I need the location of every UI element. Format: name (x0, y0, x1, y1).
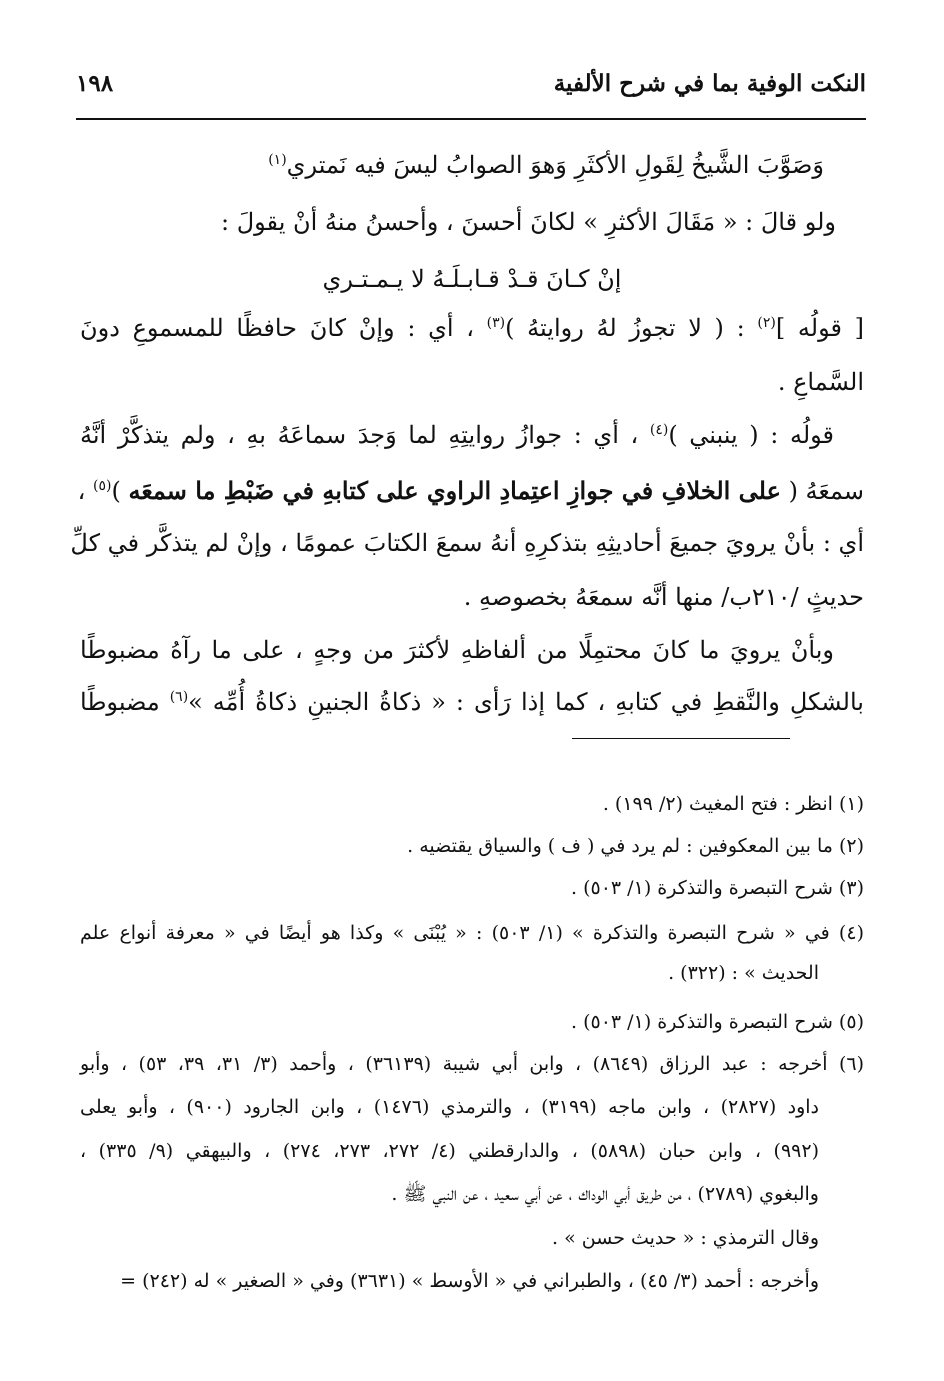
l6-part-a: قولُه : ( ينبني ) (668, 421, 834, 449)
verse-line-1 (268, 145, 824, 185)
footnote-ref-4: (٤) (649, 422, 669, 438)
book-title: النكت الوفية بما في شرح الألفية (553, 70, 866, 97)
footnote-ref-1: (١) (268, 152, 287, 168)
verse-line-2: إنْ كـانَ قـدْ قـابـلَـهُ لا يـمـتـري (322, 265, 622, 293)
footnote-6-line-2: داود (٢٨٢٧) ، وابن ماجه (٣١٩٩) ، والترمذي (١٤٧٦) ، وابن الجارود (٩٠٠) ، وأبو يعلى (80, 1096, 819, 1118)
l7-part-a: سمعَهُ ( (780, 477, 864, 505)
text-line-10: وبأنْ يرويَ ما كانَ محتمِلًا من ألفاظهِ لأكثرَ من وجهٍ ، على ما رآهُ مضبوطًا (80, 636, 834, 664)
footnote-ref-5: (٥) (93, 478, 112, 494)
footnote-2: (٢) ما بين المعكوفين : لم يرد في ( ف ) والسياق يقتضيه . (407, 835, 864, 857)
l11-part-b: مضبوطًا (80, 688, 170, 716)
footnote-4-line-2: الحديث » : (٣٢٢) . (668, 962, 819, 984)
l4-part-a: [ قولُه ] (775, 314, 864, 342)
bold-quote: على الخلافِ في جوازِ اعتِمادِ الراوي على كتابهِ في ضَبْطِ ما سمعَه (128, 476, 781, 505)
text-line-7 (77, 471, 864, 511)
verse-1-text: وَصَوَّبَ الشَّيخُ لِقَولِ الأكثَرِ وَهوَ الصوابُ ليسَ فيه نَمتري (286, 151, 824, 179)
page-number: ١٩٨ (76, 70, 114, 97)
footnote-6-line-1: (٦) أخرجه : عبد الرزاق (٨٦٤٩) ، وابن أبي شيبة (٣٦١٣٩) ، وأحمد (٣/ ٣١، ٣٩، ٥٣) ، وأبو (80, 1053, 865, 1075)
footnote-ref-6: (٦) (169, 689, 189, 705)
footnote-3: (٣) شرح التبصرة والتذكرة (١/ ٥٠٣) . (571, 877, 864, 899)
text-line-8: أي : بأنْ يرويَ جميعَ أحاديثِهِ بتذكرِهِ أنهُ سمعَ الكتابَ عمومًا ، وإنْ لم يتذكَّر في كلِّ (70, 529, 864, 557)
footnote-ref-2: (٢) (757, 315, 776, 331)
text-line-5: السَّماعِ . (777, 368, 864, 396)
text-line-2: ولو قالَ : « مَقَالَ الأكثرِ » لكانَ أحسنَ ، وأحسنُ منهُ أنْ يقولَ : (221, 208, 836, 236)
l4-part-b: : ( لا تجوزُ لهُ روايتهُ ) (505, 314, 758, 342)
text-line-11 (80, 682, 864, 722)
text-line-4 (80, 308, 864, 348)
footnote-6-line-5: وقال الترمذي : « حديث حسن » . (552, 1227, 819, 1249)
text-line-6 (80, 415, 834, 455)
l4-part-c: ، أي : وإنْ كانَ حافظًا للمسموعِ دونَ (80, 314, 487, 342)
running-header (76, 70, 866, 110)
header-rule (76, 118, 866, 120)
l7-part-b: ) (111, 477, 129, 505)
l7-part-c: ، (77, 477, 93, 505)
l6-part-b: ، أي : جوازُ روايتِهِ لما وَجدَ سماعَهُ بهِ ، ولم يتذكَّرْ أنَّهُ (80, 421, 650, 449)
footnote-6-line-6: وأخرجه : أحمد (٣/ ٤٥) ، والطبراني في « الأوسط » (٣٦٣١) وفي « الصغير » له (٢٤٢) = (120, 1270, 819, 1292)
footnote-4-line-1: (٤) في « شرح التبصرة والتذكرة » (١/ ٥٠٣) : « يُبْنَى » وكذا هو أيضًا في « معرفة أنواع علم (80, 922, 864, 944)
footnote-6-line-3: (٩٩٢) ، وابن حبان (٥٨٩٨) ، والدارقطني (٤/ ٢٧٢، ٢٧٣، ٢٧٤) ، والبيهقي (٩/ ٣٣٥) ، (80, 1140, 819, 1162)
footnote-5: (٥) شرح التبصرة والتذكرة (١/ ٥٠٣) . (571, 1011, 864, 1033)
footnote-1: (١) انظر : فتح المغيث (٢/ ١٩٩) . (602, 793, 864, 815)
footnote-separator (572, 738, 790, 739)
l11-part-a: بالشكلِ والنَّقطِ في كتابهِ ، كما إذا رَأى : « ذكاةُ الجنينِ ذكاةُ أُمِّه » (188, 688, 864, 716)
text-line-9: حديثٍ /٢١٠ب/ منها أنَّه سمعَهُ بخصوصهِ . (463, 583, 864, 611)
footnote-ref-3: (٣) (486, 315, 506, 331)
footnote-6-line-4: والبغوي (٢٧٨٩) ، من طريق أبي الوداك ، عن أبي سعيد ، عن النبي ﷺ . (391, 1183, 819, 1205)
